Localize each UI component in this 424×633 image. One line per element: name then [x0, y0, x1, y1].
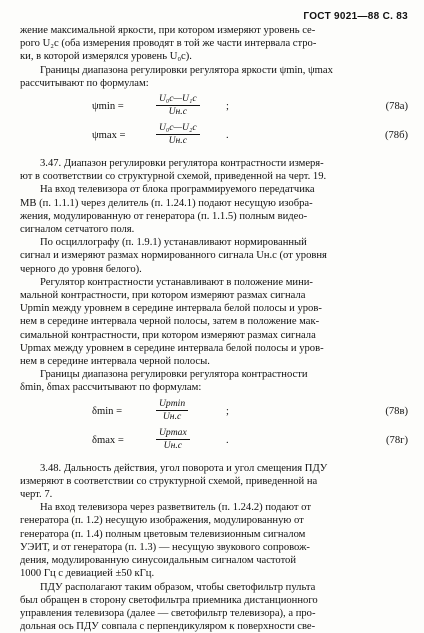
text-line: На вход телевизора через разветвитель (п. 1.24.2) подают от [40, 502, 311, 514]
text-line: сигналом сетчатого поля. [20, 224, 135, 236]
text-line: нем в середине интервала черной полосы, затем в положение мак- [20, 316, 320, 328]
paragraph-splitter-input [20, 501, 412, 580]
text-line: был обращен в сторону светофильтра приемника дистанционного [20, 594, 318, 606]
formula-numerator: Uрmin [156, 398, 188, 411]
paragraph-contrast-limits [20, 368, 412, 394]
formula-78b [20, 122, 412, 148]
paragraph-remote-placement [20, 581, 412, 633]
text-line: дольная ось ПДУ совпала с перпендикуляром к поверхности све- [20, 621, 316, 633]
text-line: мальной контрастности, при котором измеряют размах сигнала [20, 290, 306, 302]
formula-lhs: ψmax = [92, 130, 126, 142]
formula-number: (78а) [385, 101, 408, 113]
formula-separator: ; [226, 405, 229, 417]
formula-number: (78б) [384, 130, 408, 142]
text-line: нем в середине интервала черной полосы. [20, 356, 210, 368]
paragraph-contrast-control [20, 276, 412, 368]
text-line: симальной контрастности, при котором измеряют размах сигнала [20, 329, 316, 341]
text-line: рассчитывают по формулам: [20, 77, 149, 89]
page-header: ГОСТ 9021—88 С. 83 [303, 11, 408, 22]
text-line: черт. 7. [20, 489, 53, 501]
formula-number: (78в) [385, 405, 408, 417]
text-line: управления телевизора (далее — светофильтр телевизора), а про- [20, 607, 316, 619]
document-body [20, 24, 412, 633]
text-line: Регулятор контрастности устанавливают в положение мини- [40, 276, 313, 288]
paragraph-continuation [20, 24, 412, 64]
formula-numerator: U₀с—U₁с [156, 93, 200, 106]
formula-78a [20, 93, 412, 119]
text-line: дения, модулированную синусоидальным сигналом частотой [20, 555, 297, 567]
formula-78v [20, 398, 412, 424]
formula-denominator: Uн.с [163, 439, 183, 451]
text-line: Uрmax между уровнем в середине интервала белой полосы и уров- [20, 342, 324, 354]
paragraph-section-3-48 [20, 462, 412, 502]
text-line: 3.47. Диапазон регулировки регулятора контрастности измеря- [40, 158, 324, 170]
text-line: ки, в которой измерялся уровень U₀с). [20, 51, 192, 63]
formula-numerator: Uрmax [156, 427, 190, 440]
text-line: сигнал и измеряют размах нормированного сигнала Uн.с (от уровня [20, 250, 327, 262]
text-line: δmin, δmax рассчитывают по формулам: [20, 382, 202, 394]
formula-separator: . [226, 434, 229, 446]
text-line: жения, модулированную от генератора (п. 1.1.5) полным видео- [20, 210, 308, 222]
text-line: жение максимальной яркости, при котором измеряют уровень се- [20, 25, 316, 36]
text-line: По осциллографу (п. 1.9.1) устанавливают нормированный [40, 237, 307, 249]
formula-lhs: δmax = [92, 434, 124, 446]
formula-fraction [156, 398, 188, 423]
formula-lhs: ψmin = [92, 101, 124, 113]
paragraph-oscilloscope [20, 236, 412, 276]
formula-fraction [156, 122, 200, 147]
text-line: ПДУ располагают таким образом, чтобы светофильтр пульта [40, 581, 316, 593]
text-line: генератора (п. 1.2) несущую изображения, модулированную от [20, 515, 304, 527]
formula-denominator: Uн.с [168, 135, 187, 147]
text-line: Границы диапазона регулировки регулятора яркости ψmin, ψmax [40, 64, 333, 76]
text-line: 3.48. Дальность действия, угол поворота и угол смещения ПДУ [40, 462, 328, 474]
formula-denominator: Uн.с [168, 106, 187, 118]
formula-separator: . [226, 130, 229, 142]
text-line: ют в соответствии со структурной схемой, приведенной на черт. 19. [20, 171, 327, 183]
formula-number: (78г) [386, 434, 408, 446]
paragraph-input-signal [20, 183, 412, 236]
text-line: измеряют в соответствии со структурной схемой, приведенной на [20, 475, 318, 487]
text-line: МВ (п. 1.1.1) через делитель (п. 1.24.1) подают несущую изобра- [20, 197, 313, 209]
text-line: генератора (п. 1.4) полным цветовым телевизионным сигналом [20, 528, 306, 540]
formula-lhs: δmin = [92, 405, 123, 417]
formula-numerator: U₀с—U₂с [156, 122, 200, 135]
paragraph-brightness-limits [20, 64, 412, 90]
formula-fraction [156, 427, 190, 452]
formula-78g [20, 427, 412, 453]
formula-separator: ; [226, 101, 229, 113]
formula-fraction [156, 93, 200, 118]
formula-denominator: Uн.с [162, 410, 182, 422]
text-line: На вход телевизора от блока программируемого передатчика [40, 184, 315, 196]
text-line: рого U₂с (оба измерения проводят в той же части интервала стро- [20, 38, 317, 50]
text-line: УЭИТ, и от генератора (п. 1.3) — несущую звукового сопровож- [20, 541, 310, 553]
text-line: Границы диапазона регулировки регулятора контрастности [40, 369, 308, 381]
paragraph-section-3-47 [20, 157, 412, 183]
text-line: 1000 Гц с девиацией ±50 кГц. [20, 568, 155, 580]
text-line: черного до уровня белого). [20, 263, 142, 275]
text-line: Uрmin между уровнем в середине интервала белой полосы и уров- [20, 303, 322, 315]
